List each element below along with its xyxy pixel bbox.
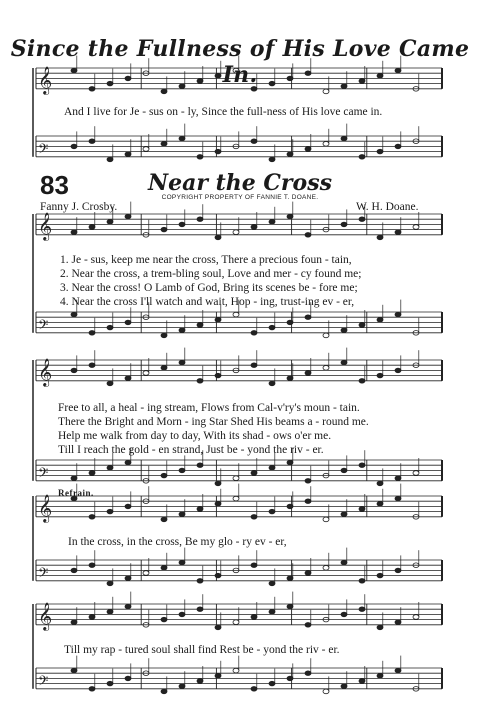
note-head (107, 610, 113, 615)
note-head (323, 517, 329, 522)
verse-3-line-1: 3. Near the cross! O Lamb of God, Bring its scenes be - fore me; (60, 282, 358, 294)
note-head (215, 318, 221, 323)
note-head (287, 376, 293, 381)
note-head (287, 676, 293, 681)
note-head (305, 371, 311, 376)
note-head (71, 476, 77, 481)
note-head (215, 625, 221, 630)
note-head (269, 509, 275, 514)
note-head (377, 318, 383, 323)
note-head (251, 225, 257, 230)
note-head (215, 235, 221, 240)
verse-1-line-2: Free to all, a heal - ing stream, Flows from Cal-v'ry's moun - tain. (58, 402, 360, 414)
treble-clef-icon: 𝄞 (38, 65, 53, 94)
note-head (305, 233, 311, 238)
note-head (269, 220, 275, 225)
note-head (377, 674, 383, 679)
note-head (395, 668, 401, 673)
note-head (71, 368, 77, 373)
note-head (233, 668, 239, 673)
note-head (71, 568, 77, 573)
hymn-title: Near the Cross (148, 170, 332, 196)
note-head (197, 579, 203, 584)
note-head (395, 496, 401, 501)
top-hymn-title: Since the Fullness of His Love Came In. (10, 36, 470, 88)
note-head (89, 563, 95, 568)
note-head (341, 468, 347, 473)
note-head (287, 152, 293, 157)
note-head (161, 142, 167, 147)
treble-clef-icon: 𝄞 (38, 601, 53, 630)
treble-clef-icon: 𝄞 (38, 211, 53, 240)
note-head (179, 612, 185, 617)
note-head (359, 507, 365, 512)
note-head (269, 466, 275, 471)
note-head (359, 155, 365, 160)
note-head (251, 363, 257, 368)
bass-clef-icon: 𝄢 (38, 316, 49, 336)
note-head (341, 512, 347, 517)
note-head (395, 368, 401, 373)
note-head (323, 333, 329, 338)
note-head (359, 323, 365, 328)
note-head (269, 581, 275, 586)
note-head (251, 615, 257, 620)
note-head (287, 320, 293, 325)
note-head (197, 607, 203, 612)
note-head (215, 573, 221, 578)
note-head (89, 687, 95, 692)
note-head (89, 139, 95, 144)
note-head (89, 515, 95, 520)
note-head (413, 471, 419, 476)
note-head (305, 671, 311, 676)
note-head (215, 502, 221, 507)
note-head (395, 476, 401, 481)
note-head (107, 157, 113, 162)
note-head (197, 379, 203, 384)
note-head (287, 504, 293, 509)
note-head (413, 615, 419, 620)
copyright-notice: COPYRIGHT PROPERTY OF FANNIE T. DOANE. (161, 194, 319, 201)
note-head (251, 515, 257, 520)
note-head (107, 220, 113, 225)
note-head (251, 331, 257, 336)
note-head (233, 620, 239, 625)
note-head (161, 89, 167, 94)
note-head (179, 512, 185, 517)
note-head (161, 566, 167, 571)
note-head (125, 460, 131, 465)
note-head (377, 149, 383, 154)
note-head (107, 581, 113, 586)
note-head (89, 225, 95, 230)
note-head (143, 371, 149, 376)
note-head (395, 312, 401, 317)
note-head (215, 149, 221, 154)
note-head (197, 679, 203, 684)
note-head (143, 147, 149, 152)
note-head (215, 674, 221, 679)
note-head (125, 320, 131, 325)
note-head (251, 563, 257, 568)
note-head (179, 328, 185, 333)
note-head (251, 471, 257, 476)
note-head (413, 225, 419, 230)
note-head (359, 379, 365, 384)
composer: W. H. Doane. (356, 201, 419, 213)
note-head (305, 623, 311, 628)
note-head (323, 566, 329, 571)
note-head (395, 568, 401, 573)
refrain-line-1: In the cross, in the cross, Be my glo - ry ev - er, (68, 536, 287, 548)
verse-1-line-1: 1. Je - sus, keep me near the cross, There a precious foun - tain, (60, 254, 352, 266)
note-head (269, 381, 275, 386)
note-head (323, 89, 329, 94)
note-head (107, 681, 113, 686)
note-head (287, 604, 293, 609)
note-head (161, 617, 167, 622)
note-head (305, 147, 311, 152)
note-head (125, 152, 131, 157)
note-head (179, 684, 185, 689)
note-head (197, 463, 203, 468)
note-head (251, 687, 257, 692)
note-head (323, 689, 329, 694)
note-head (251, 139, 257, 144)
note-head (161, 517, 167, 522)
note-head (341, 328, 347, 333)
verse-4-line-1: 4. Near the cross I'll watch and wait, Hop - ing, trust-ing ev - er, (60, 296, 355, 308)
note-head (233, 312, 239, 317)
note-head (377, 502, 383, 507)
note-head (71, 144, 77, 149)
hymn-number: 83 (40, 170, 69, 200)
note-head (89, 363, 95, 368)
note-head (125, 676, 131, 681)
note-head (341, 360, 347, 365)
note-head (377, 625, 383, 630)
note-head (233, 476, 239, 481)
note-head (359, 579, 365, 584)
note-head (305, 571, 311, 576)
note-head (377, 373, 383, 378)
note-head (71, 668, 77, 673)
note-head (359, 607, 365, 612)
note-head (359, 679, 365, 684)
treble-clef-icon: 𝄞 (38, 357, 53, 386)
note-head (377, 573, 383, 578)
note-head (179, 360, 185, 365)
verse-4-line-2: Till I reach the gold - en strand, Just be - yond the riv - er. (58, 444, 324, 456)
top-lyric: And I live for Je - sus on - ly, Since the full-ness of His love came in. (64, 106, 383, 118)
note-head (143, 571, 149, 576)
note-head (395, 620, 401, 625)
verse-2-line-1: 2. Near the cross, a trem-bling soul, Love and mer - cy found me; (60, 268, 362, 280)
note-head (89, 471, 95, 476)
note-head (71, 230, 77, 235)
note-head (197, 217, 203, 222)
bass-clef-icon: 𝄢 (38, 672, 49, 692)
note-head (215, 373, 221, 378)
note-head (71, 620, 77, 625)
note-head (161, 333, 167, 338)
note-head (89, 331, 95, 336)
note-head (305, 479, 311, 484)
note-head (269, 681, 275, 686)
note-head (341, 612, 347, 617)
note-head (107, 381, 113, 386)
note-head (89, 615, 95, 620)
note-head (71, 312, 77, 317)
note-head (233, 230, 239, 235)
note-head (125, 604, 131, 609)
note-head (125, 504, 131, 509)
note-head (179, 468, 185, 473)
note-head (161, 473, 167, 478)
note-head (179, 560, 185, 565)
verse-2-line-2: There the Bright and Morn - ing Star Shed His beams a - round me. (58, 416, 369, 428)
note-head (215, 481, 221, 486)
note-head (269, 610, 275, 615)
note-head (305, 499, 311, 504)
refrain-line-2: Till my rap - tured soul shall find Rest be - yond the riv - er. (64, 644, 340, 656)
refrain-label: Refrain. (58, 488, 94, 498)
note-head (341, 222, 347, 227)
note-head (395, 144, 401, 149)
bass-clef-icon: 𝄢 (38, 564, 49, 584)
note-head (179, 136, 185, 141)
note-head (287, 214, 293, 219)
note-head (161, 227, 167, 232)
note-head (341, 560, 347, 565)
note-head (197, 507, 203, 512)
bass-clef-icon: 𝄢 (38, 464, 49, 484)
note-head (323, 366, 329, 371)
note-head (161, 689, 167, 694)
note-head (125, 376, 131, 381)
note-head (287, 460, 293, 465)
note-head (125, 576, 131, 581)
note-head (287, 576, 293, 581)
note-head (377, 235, 383, 240)
note-head (341, 136, 347, 141)
note-head (359, 463, 365, 468)
note-head (125, 214, 131, 219)
bass-clef-icon: 𝄢 (38, 140, 49, 160)
note-head (197, 323, 203, 328)
note-head (269, 325, 275, 330)
verse-3-line-2: Help me walk from day to day, With its shad - ows o'er me. (58, 430, 332, 442)
note-head (359, 217, 365, 222)
note-head (323, 142, 329, 147)
note-head (377, 481, 383, 486)
treble-clef-icon: 𝄞 (38, 493, 53, 522)
note-head (269, 157, 275, 162)
note-head (179, 222, 185, 227)
note-head (107, 509, 113, 514)
note-head (341, 684, 347, 689)
note-head (161, 366, 167, 371)
note-head (107, 325, 113, 330)
note-head (233, 496, 239, 501)
author: Fanny J. Crosby. (40, 201, 118, 213)
note-head (305, 315, 311, 320)
note-head (107, 466, 113, 471)
note-head (197, 155, 203, 160)
note-head (395, 230, 401, 235)
